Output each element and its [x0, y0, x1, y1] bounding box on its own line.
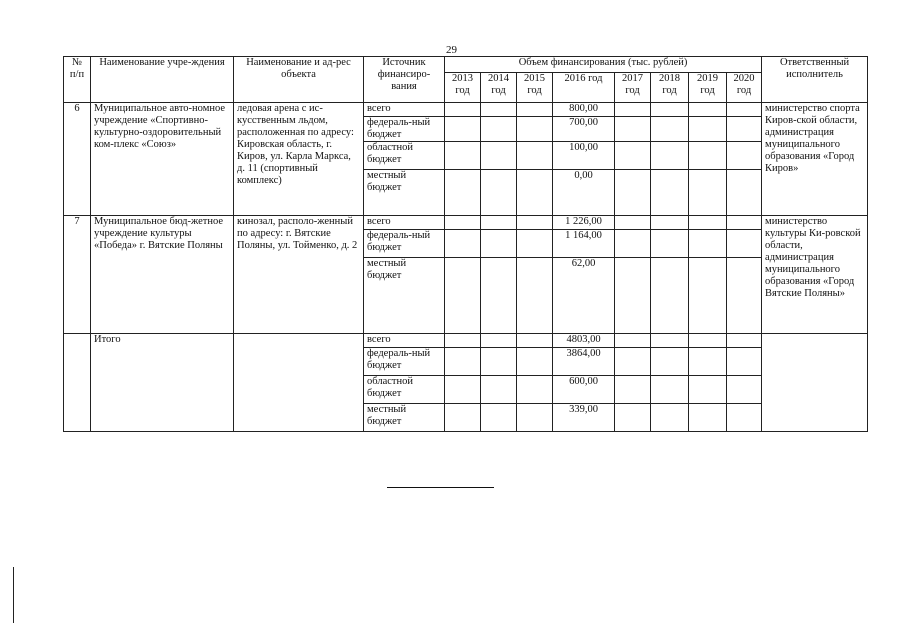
responsible-executor: министерство культуры Ки-ровской области, администрация муниципального образования «Город Вятские Поляны»	[762, 216, 868, 334]
amount-cell	[689, 142, 727, 170]
amount-cell	[651, 348, 689, 376]
amount-cell	[615, 117, 651, 142]
amount-cell	[651, 142, 689, 170]
amount-cell	[615, 258, 651, 334]
amount-cell	[481, 103, 517, 117]
amount-cell	[445, 348, 481, 376]
amount-cell	[445, 376, 481, 404]
amount-cell	[615, 404, 651, 432]
amount-cell	[615, 216, 651, 230]
row-num: 7	[64, 216, 91, 334]
amount-cell	[727, 142, 762, 170]
amount-cell	[727, 170, 762, 216]
amount-cell	[651, 103, 689, 117]
amount-cell	[727, 376, 762, 404]
amount-cell	[445, 404, 481, 432]
funding-source: всего	[364, 103, 445, 117]
funding-source: всего	[364, 216, 445, 230]
amount-cell	[517, 376, 553, 404]
header-year: 2013 год	[445, 73, 481, 103]
amount-cell	[651, 404, 689, 432]
amount-cell	[481, 117, 517, 142]
amount-cell	[445, 230, 481, 258]
amount-2016: 3864,00	[553, 348, 615, 376]
amount-cell	[689, 230, 727, 258]
funding-source: местный бюджет	[364, 404, 445, 432]
amount-2016: 0,00	[553, 170, 615, 216]
header-responsible: Ответственный исполнитель	[762, 57, 868, 103]
funding-source: федераль-ный бюджет	[364, 117, 445, 142]
page-number: 29	[446, 44, 457, 56]
amount-cell	[517, 142, 553, 170]
amount-cell	[481, 404, 517, 432]
funding-source: местный бюджет	[364, 170, 445, 216]
amount-cell	[689, 117, 727, 142]
amount-cell	[481, 334, 517, 348]
amount-cell	[615, 230, 651, 258]
amount-cell	[517, 170, 553, 216]
amount-cell	[689, 334, 727, 348]
object-address: кинозал, располо-женный по адресу: г. Вятские Поляны, ул. Тойменко, д. 2	[234, 216, 364, 334]
row-num	[64, 334, 91, 432]
amount-cell	[445, 103, 481, 117]
amount-2016: 800,00	[553, 103, 615, 117]
amount-cell	[689, 103, 727, 117]
amount-2016: 1 226,00	[553, 216, 615, 230]
amount-2016: 62,00	[553, 258, 615, 334]
amount-cell	[727, 334, 762, 348]
amount-cell	[517, 334, 553, 348]
amount-cell	[615, 103, 651, 117]
margin-mark	[13, 567, 14, 623]
amount-cell	[689, 348, 727, 376]
amount-cell	[727, 404, 762, 432]
amount-cell	[517, 103, 553, 117]
amount-cell	[615, 376, 651, 404]
amount-2016: 700,00	[553, 117, 615, 142]
header-source: Источник финансиро-вания	[364, 57, 445, 103]
amount-cell	[615, 142, 651, 170]
amount-cell	[651, 170, 689, 216]
amount-cell	[445, 334, 481, 348]
amount-cell	[689, 216, 727, 230]
funding-source: федераль-ный бюджет	[364, 230, 445, 258]
separator-rule	[387, 487, 494, 488]
header-year: 2020 год	[727, 73, 762, 103]
amount-2016: 4803,00	[553, 334, 615, 348]
header-object: Наименование и ад-рес объекта	[234, 57, 364, 103]
amount-cell	[651, 117, 689, 142]
amount-cell	[481, 348, 517, 376]
institution-name: Муниципальное бюд-жетное учреждение культуры «Победа» г. Вятские Поляны	[91, 216, 234, 334]
amount-2016: 100,00	[553, 142, 615, 170]
funding-source: всего	[364, 334, 445, 348]
funding-source: областной бюджет	[364, 142, 445, 170]
amount-cell	[445, 216, 481, 230]
amount-cell	[481, 376, 517, 404]
funding-source: областной бюджет	[364, 376, 445, 404]
amount-cell	[727, 103, 762, 117]
funding-source: местный бюджет	[364, 258, 445, 334]
header-year: 2017 год	[615, 73, 651, 103]
amount-cell	[481, 170, 517, 216]
header-year: 2019 год	[689, 73, 727, 103]
amount-cell	[615, 348, 651, 376]
amount-cell	[615, 170, 651, 216]
header-year: 2016 год	[553, 73, 615, 103]
amount-cell	[517, 348, 553, 376]
header-year: 2014 год	[481, 73, 517, 103]
amount-cell	[481, 230, 517, 258]
funding-source: федераль-ный бюджет	[364, 348, 445, 376]
object-address: ледовая арена с ис-кусственным льдом, расположенная по адресу: Кировская область, г. Киров, ул. Карла Маркса, д. 11 (спортивный комплекс)	[234, 103, 364, 216]
amount-2016: 600,00	[553, 376, 615, 404]
amount-cell	[445, 117, 481, 142]
institution-name: Муниципальное авто-номное учреждение «Спортивно-культурно-оздоровительный ком-плекс «Союз»	[91, 103, 234, 216]
amount-cell	[689, 376, 727, 404]
row-num: 6	[64, 103, 91, 216]
amount-cell	[689, 404, 727, 432]
responsible-executor	[762, 334, 868, 432]
institution-name: Итого	[91, 334, 234, 432]
amount-cell	[651, 230, 689, 258]
amount-cell	[615, 334, 651, 348]
funding-table	[63, 56, 868, 432]
amount-cell	[517, 216, 553, 230]
amount-cell	[481, 142, 517, 170]
amount-cell	[727, 216, 762, 230]
amount-cell	[727, 230, 762, 258]
amount-cell	[651, 258, 689, 334]
responsible-executor: министерство спорта Киров-ской области, администрация муниципального образования «Город Киров»	[762, 103, 868, 216]
amount-2016: 1 164,00	[553, 230, 615, 258]
amount-cell	[517, 117, 553, 142]
table-row	[64, 103, 868, 117]
header-year: 2015 год	[517, 73, 553, 103]
object-address	[234, 334, 364, 432]
amount-cell	[651, 216, 689, 230]
amount-cell	[481, 216, 517, 230]
amount-cell	[727, 258, 762, 334]
amount-cell	[651, 376, 689, 404]
amount-cell	[727, 117, 762, 142]
amount-cell	[517, 258, 553, 334]
amount-cell	[651, 334, 689, 348]
table-row	[64, 216, 868, 230]
header-num: № п/п	[64, 57, 91, 103]
header-year: 2018 год	[651, 73, 689, 103]
header-funding-group: Объем финансирования (тыс. рублей)	[445, 57, 762, 73]
amount-cell	[481, 258, 517, 334]
amount-cell	[727, 348, 762, 376]
amount-cell	[517, 230, 553, 258]
amount-2016: 339,00	[553, 404, 615, 432]
amount-cell	[517, 404, 553, 432]
amount-cell	[445, 258, 481, 334]
amount-cell	[445, 142, 481, 170]
amount-cell	[689, 170, 727, 216]
amount-cell	[689, 258, 727, 334]
header-institution: Наименование учре-ждения	[91, 57, 234, 103]
amount-cell	[445, 170, 481, 216]
table-row	[64, 334, 868, 348]
